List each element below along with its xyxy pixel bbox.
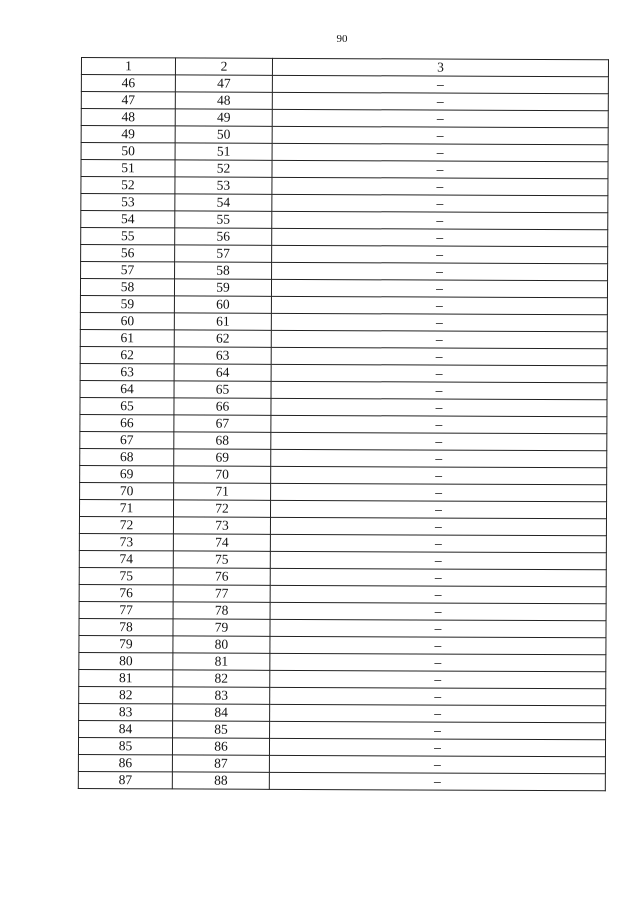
table-cell-col-3: –: [271, 466, 607, 484]
table-cell-col-3: –: [271, 296, 607, 314]
table-cell-col-3: –: [270, 619, 606, 637]
data-table: [78, 57, 609, 791]
table-cell-col-3: –: [272, 194, 608, 212]
table-cell-col-3: –: [272, 262, 608, 280]
table-cell-col-2: 86: [172, 738, 269, 755]
table-cell-col-1: 70: [80, 482, 174, 499]
table-cell-col-3: –: [272, 75, 608, 93]
table-cell-col-2: 56: [175, 228, 272, 245]
table-cell-col-2: 51: [175, 143, 272, 160]
table-cell-col-2: 69: [174, 449, 271, 466]
table-cell-col-1: 66: [80, 414, 174, 431]
table-cell-col-3: –: [272, 92, 608, 110]
table-cell-col-3: –: [272, 245, 608, 263]
table-cell-col-2: 61: [174, 313, 271, 330]
table-cell-col-1: 79: [79, 635, 173, 652]
table-cell-col-2: 78: [173, 602, 270, 619]
table-cell-col-3: –: [272, 177, 608, 195]
table-cell-col-2: 59: [174, 279, 271, 296]
table-cell-col-1: 58: [80, 279, 174, 296]
table-cell-col-1: 82: [79, 686, 173, 703]
table-cell-col-1: 48: [81, 109, 175, 126]
table-cell-col-1: 55: [81, 228, 175, 245]
table-cell-col-2: 71: [174, 483, 271, 500]
table-cell-col-3: –: [270, 500, 606, 518]
table-cell-col-2: 85: [173, 721, 270, 738]
table-cell-col-3: –: [270, 721, 606, 739]
table-cell-col-2: 58: [175, 262, 272, 279]
table-cell-col-1: 72: [79, 516, 173, 533]
table-cell-col-2: 73: [173, 517, 270, 534]
table-cell-col-3: –: [270, 687, 606, 705]
table-cell-col-1: 46: [81, 75, 175, 92]
table-cell-col-2: 75: [173, 551, 270, 568]
column-header-2: 2: [175, 58, 272, 75]
table-cell-col-3: –: [271, 449, 607, 467]
table-cell-col-1: 51: [81, 160, 175, 177]
table-cell-col-2: 70: [174, 466, 271, 483]
table-cell-col-3: –: [271, 415, 607, 433]
table-cell-col-3: –: [271, 279, 607, 297]
table-cell-col-3: –: [270, 653, 606, 671]
table-cell-col-1: 52: [81, 177, 175, 194]
table-cell-col-3: –: [272, 109, 608, 127]
table-cell-col-2: 81: [173, 653, 270, 670]
table-cell-col-2: 74: [173, 534, 270, 551]
table-cell-col-2: 52: [175, 160, 272, 177]
table-cell-col-3: –: [271, 330, 607, 348]
table-cell-col-1: 60: [80, 312, 174, 329]
table-cell-col-3: –: [269, 738, 605, 756]
table-cell-col-2: 60: [174, 296, 271, 313]
table-cell-col-3: –: [270, 670, 606, 688]
table-cell-col-2: 88: [172, 772, 269, 789]
table-cell-col-3: –: [272, 228, 608, 246]
table-cell-col-1: 54: [81, 211, 175, 228]
column-header-3: 3: [272, 58, 608, 76]
table-cell-col-2: 63: [174, 347, 271, 364]
table-cell-col-1: 63: [80, 363, 174, 380]
table-cell-col-3: –: [271, 398, 607, 416]
table-cell-col-3: –: [269, 755, 605, 773]
table-cell-col-2: 72: [173, 500, 270, 517]
table-cell-col-3: –: [272, 126, 608, 144]
table-cell-col-1: 68: [80, 448, 174, 465]
table-cell-col-2: 65: [174, 381, 271, 398]
table-cell-col-1: 62: [80, 346, 174, 363]
table-cell-col-1: 87: [78, 771, 172, 788]
table-cell-col-3: –: [270, 551, 606, 569]
table-cell-col-2: 67: [174, 415, 271, 432]
table-cell-col-3: –: [272, 160, 608, 178]
table-cell-col-1: 65: [80, 397, 174, 414]
table-cell-col-3: –: [271, 432, 607, 450]
table-cell-col-3: –: [271, 381, 607, 399]
table-row: [78, 771, 605, 790]
table-cell-col-2: 47: [175, 75, 272, 92]
table-cell-col-3: –: [270, 534, 606, 552]
table-cell-col-2: 57: [175, 245, 272, 262]
table-cell-col-3: –: [272, 211, 608, 229]
table-cell-col-3: –: [271, 313, 607, 331]
table-cell-col-1: 49: [81, 126, 175, 143]
table-cell-col-3: –: [270, 568, 606, 586]
table-cell-col-1: 75: [79, 567, 173, 584]
table-cell-col-1: 80: [79, 652, 173, 669]
table-cell-col-2: 66: [174, 398, 271, 415]
table-cell-col-2: 55: [175, 211, 272, 228]
table-cell-col-2: 83: [173, 687, 270, 704]
table-cell-col-1: 69: [80, 465, 174, 482]
table-cell-col-2: 62: [174, 330, 271, 347]
table-cell-col-3: –: [270, 704, 606, 722]
table-cell-col-2: 84: [173, 704, 270, 721]
table-cell-col-1: 84: [79, 720, 173, 737]
table-cell-col-1: 53: [81, 194, 175, 211]
table-cell-col-2: 79: [173, 619, 270, 636]
table-cell-col-3: –: [272, 143, 608, 161]
table-cell-col-1: 50: [81, 143, 175, 160]
table-cell-col-2: 82: [173, 670, 270, 687]
table-cell-col-2: 49: [175, 109, 272, 126]
table-cell-col-3: –: [270, 517, 606, 535]
table-cell-col-3: –: [271, 364, 607, 382]
table-cell-col-1: 83: [79, 703, 173, 720]
table-cell-col-2: 80: [173, 636, 270, 653]
table-cell-col-2: 64: [174, 364, 271, 381]
table-body: [78, 75, 608, 791]
table-cell-col-3: –: [270, 636, 606, 654]
table-cell-col-2: 87: [172, 755, 269, 772]
table-cell-col-2: 48: [175, 92, 272, 109]
table-cell-col-3: –: [270, 585, 606, 603]
table-cell-col-1: 86: [78, 754, 172, 771]
table-cell-col-1: 57: [81, 262, 175, 279]
table-cell-col-1: 85: [78, 737, 172, 754]
table-cell-col-1: 64: [80, 380, 174, 397]
table-cell-col-2: 77: [173, 585, 270, 602]
table-cell-col-2: 68: [174, 432, 271, 449]
table-cell-col-1: 74: [79, 550, 173, 567]
table-cell-col-1: 73: [79, 533, 173, 550]
table-cell-col-1: 76: [79, 584, 173, 601]
table-cell-col-1: 71: [79, 499, 173, 516]
table-cell-col-1: 59: [80, 295, 174, 312]
column-header-1: 1: [81, 58, 175, 75]
table-cell-col-2: 53: [175, 177, 272, 194]
table-cell-col-1: 67: [80, 431, 174, 448]
table-cell-col-3: –: [271, 347, 607, 365]
table-cell-col-3: –: [270, 602, 606, 620]
table-cell-col-1: 81: [79, 669, 173, 686]
table-cell-col-3: –: [271, 483, 607, 501]
table-cell-col-1: 78: [79, 618, 173, 635]
table-cell-col-1: 47: [81, 92, 175, 109]
table-cell-col-1: 61: [80, 329, 174, 346]
page-number: 90: [336, 33, 348, 45]
table-cell-col-2: 50: [175, 126, 272, 143]
table-cell-col-2: 54: [175, 194, 272, 211]
table-cell-col-2: 76: [173, 568, 270, 585]
table-cell-col-1: 56: [81, 245, 175, 262]
table-cell-col-1: 77: [79, 601, 173, 618]
table-cell-col-3: –: [269, 772, 605, 790]
